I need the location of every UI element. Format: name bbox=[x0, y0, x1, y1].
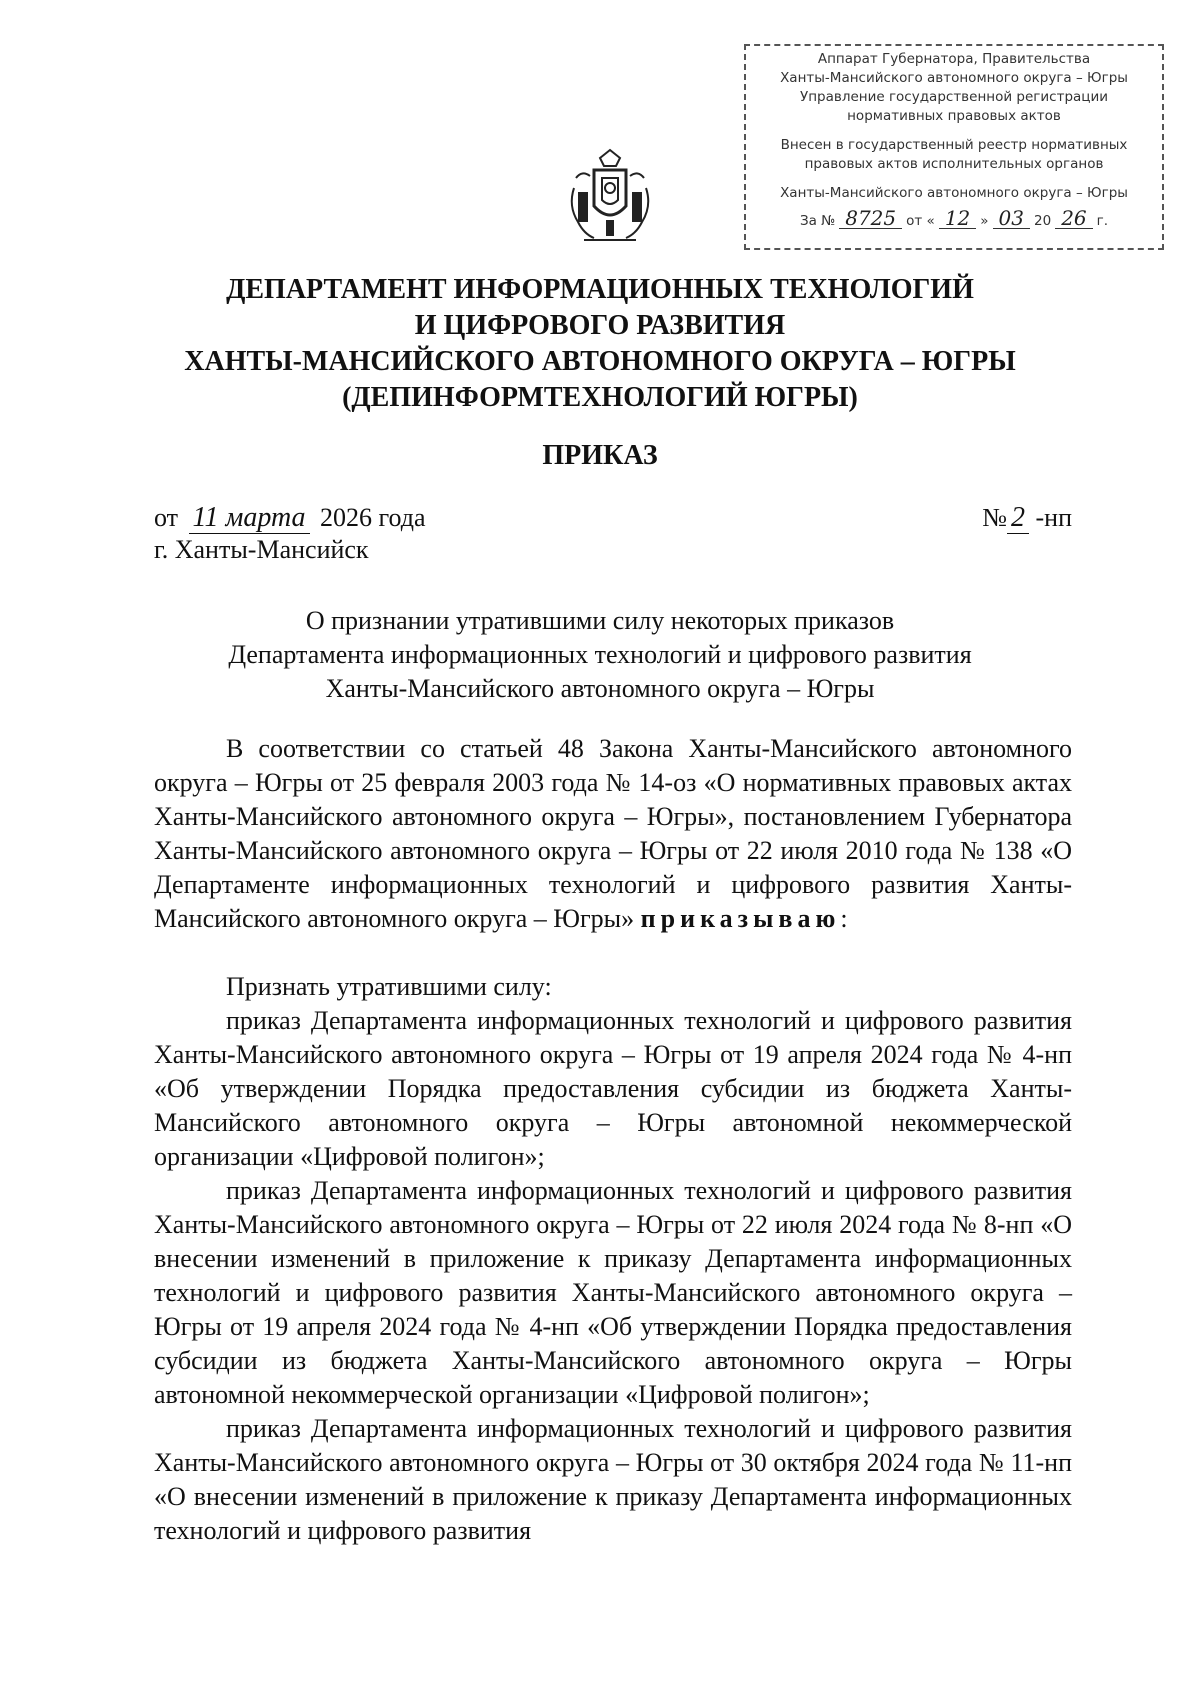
header-line: ХАНТЫ-МАНСИЙСКОГО АВТОНОМНОГО ОКРУГА – ЮГРЫ bbox=[184, 346, 1016, 377]
header-line: И ЦИФРОВОГО РАЗВИТИЯ bbox=[414, 310, 786, 341]
stamp-line: нормативных правовых актов bbox=[847, 108, 1061, 124]
stamp-line: Внесен в государственный реестр нормативных bbox=[780, 137, 1128, 153]
header-line: (ДЕПИНФОРМТЕХНОЛОГИЙ ЮГРЫ) bbox=[342, 382, 858, 413]
number-prefix: № bbox=[982, 503, 1007, 532]
header-line: ДЕПАРТАМЕНТ ИНФОРМАЦИОННЫХ ТЕХНОЛОГИЙ bbox=[226, 274, 974, 305]
order-colon: : bbox=[840, 904, 848, 933]
title-line: Ханты-Мансийского автономного округа – Югры bbox=[325, 674, 875, 703]
coat-of-arms-icon bbox=[564, 148, 656, 248]
department-header bbox=[0, 272, 1200, 416]
list-item: приказ Департамента информационных технологий и цифрового развития Ханты-Мансийского автономного округа – Югры от 22 июля 2024 года № 8-нп «О внесении изменений в приложение к приказу Департамента информационных технологий и цифрового развития Ханты-Мансийского автономного округа – Югры от 19 апреля 2024 года № 4-нп «Об утверждении Порядка предоставления субсидии из бюджета Ханты-Мансийского автономного округа – Югры автономной некоммерческой организации «Цифровой полигон»; bbox=[154, 1176, 1072, 1409]
stamp-reg-year-prefix: 20 bbox=[1034, 213, 1052, 229]
list-item: приказ Департамента информационных технологий и цифрового развития Ханты-Мансийского автономного округа – Югры от 19 апреля 2024 года № 4-нп «Об утверждении Порядка предоставления субсидии из бюджета Ханты-Мансийского автономного округа – Югры автономной некоммерческой организации «Цифровой полигон»; bbox=[154, 1006, 1072, 1171]
registration-stamp bbox=[744, 44, 1164, 250]
preamble-text: В соответствии со статьей 48 Закона Ханты-Мансийского автономного округа – Югры от 25 февраля 2003 года № 14-оз «О нормативных правовых актах Ханты-Мансийского автономного округа – Югры», постановлением Губернатора Ханты-Мансийского автономного округа – Югры от 22 июля 2010 года № 138 «О Департаменте информационных технологий и цифрового развития Ханты-Мансийского автономного округа – Югры» bbox=[154, 734, 1072, 933]
document-type: ПРИКАЗ bbox=[542, 440, 658, 471]
stamp-reg-day: 12 bbox=[939, 209, 976, 229]
declare-paragraph: Признать утратившими силу: bbox=[226, 972, 552, 1001]
date-year: 2026 года bbox=[320, 503, 426, 532]
stamp-line: Ханты-Мансийского автономного округа – Югры bbox=[780, 185, 1128, 201]
order-number bbox=[982, 502, 1072, 534]
stamp-line: Аппарат Губернатора, Правительства bbox=[817, 51, 1091, 67]
order-word: приказываю bbox=[640, 904, 841, 933]
stamp-reg-year-suffix: 26 bbox=[1055, 209, 1092, 229]
stamp-line: правовых актов исполнительных органов bbox=[804, 156, 1104, 172]
stamp-reg-number: 8725 bbox=[839, 209, 902, 229]
stamp-reg-month: 03 bbox=[993, 209, 1030, 229]
list-item: приказ Департамента информационных технологий и цифрового развития Ханты-Мансийского автономного округа – Югры от 30 октября 2024 года № 11-нп «О внесении изменений в приложение к приказу Департамента информационных технологий и цифрового развития bbox=[154, 1414, 1072, 1545]
stamp-line: Управление государственной регистрации bbox=[799, 89, 1109, 105]
document-title bbox=[0, 604, 1200, 706]
city: г. Ханты-Мансийск bbox=[154, 535, 369, 564]
date-handwritten: 11 марта bbox=[189, 502, 310, 534]
stamp-registration-line bbox=[752, 206, 1156, 231]
preamble-paragraph bbox=[154, 732, 1072, 936]
date-block bbox=[154, 502, 426, 566]
stamp-reg-ot: от « bbox=[906, 213, 935, 229]
number-handwritten: 2 bbox=[1007, 502, 1029, 534]
stamp-line: Ханты-Мансийского автономного округа – Югры bbox=[780, 70, 1128, 86]
title-line: Департамента информационных технологий и цифрового развития bbox=[228, 640, 972, 669]
title-line: О признании утратившими силу некоторых приказов bbox=[305, 606, 895, 635]
document-body bbox=[154, 732, 1072, 1548]
stamp-reg-close: » bbox=[980, 213, 989, 229]
stamp-reg-prefix: За № bbox=[799, 213, 836, 229]
date-prefix: от bbox=[154, 503, 179, 532]
number-suffix: -нп bbox=[1035, 503, 1072, 532]
stamp-reg-year-end: г. bbox=[1096, 213, 1109, 229]
